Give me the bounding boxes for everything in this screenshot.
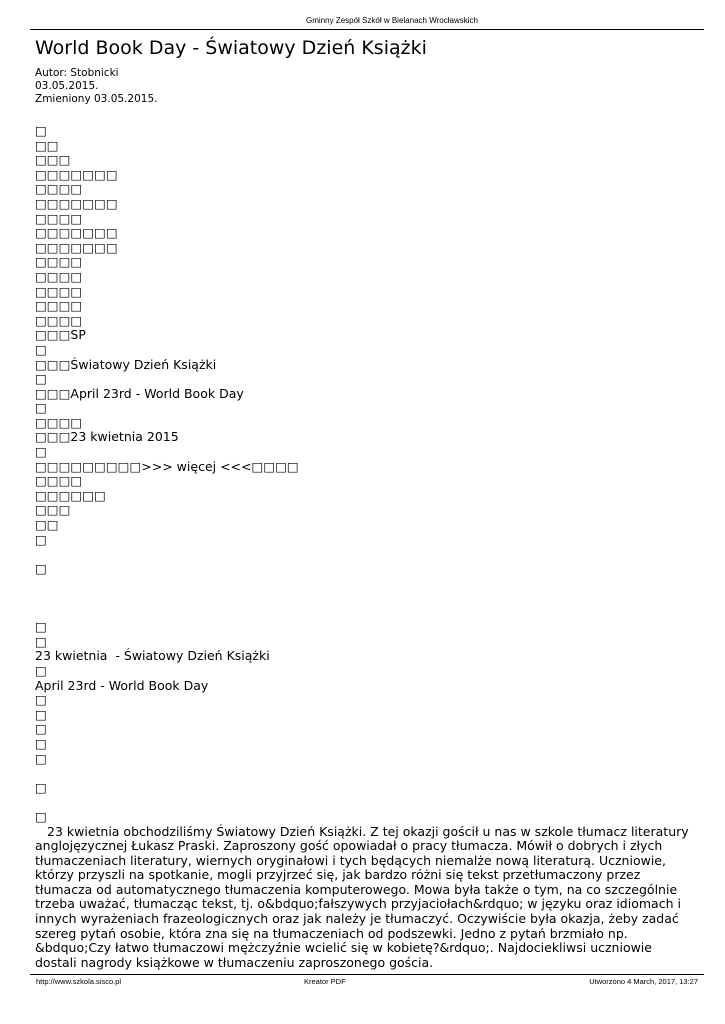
body-line: □ [35, 619, 47, 635]
body-line: □□□□ [35, 312, 83, 328]
date-line: 03.05.2015. [35, 80, 99, 92]
body-line: □ [35, 531, 47, 547]
article-meta [35, 67, 157, 106]
modified-line: Zmieniony 03.05.2015. [35, 93, 158, 105]
body-line: □□□□□□ [35, 487, 106, 503]
body-line: □□□□ [35, 210, 83, 226]
body-line: □□□□ [35, 254, 83, 270]
body-line: □□□□ [35, 473, 83, 489]
body-line: □ [35, 371, 47, 387]
article-body [35, 124, 695, 970]
body-line: □□□ [35, 152, 71, 168]
body-line: □□□□□□□ [35, 225, 118, 241]
body-line: □ [35, 735, 47, 751]
body-line: □ [35, 692, 47, 708]
body-line: □□□□ [35, 414, 83, 430]
body-line: □ [35, 560, 47, 576]
body-line: □□□□ [35, 298, 83, 314]
body-line: □□□23 kwietnia 2015 [35, 429, 179, 445]
header-rule [30, 29, 704, 30]
article-paragraph: 23 kwietnia obchodziliśmy Światowy Dzień Książki. Z tej okazji gościł u nas w szkole tłumacz literatury anglojęzycznej Łukasz Praski. Zaproszony gość opowiadał o pracy tłumacza. Mówił o dobrych i złych tłumaczeniach literatury, wiernych oryginałowi i tych będących niemalże nową literaturą. Uczniowie, którzy przyszli na spotkanie, mogli przyjrzeć się, jak bardzo różni się tekst przetłumaczony przez tłumacza od automatycznego tłumaczenia komputerowego. Mowa była także o tym, na co szczególnie trzeba uważać, tłumacząc tekst, tj. o&bdquo;fałszywych przyjaciołach&rdquo; w języku oraz idiomach i innych wyrażeniach frazeologicznych oraz jak należy je tłumaczyć. Oczywiście była okazja, żeby zadać szereg pytań osobie, która zna się na tłumaczeniach od podszewki. Jedno z pytań brzmiało np. &bdquo;Czy łatwo tłumaczowi mężczyźnie wcielić się w kobietę?&rdquo;. Najdociekliwsi uczniowie dostali nagrody książkowe w tłumaczeniu zaproszonego gościa. [35, 823, 689, 970]
body-line [35, 576, 695, 591]
body-line: □ [35, 444, 47, 460]
body-line: □□ [35, 137, 59, 153]
body-line: □ [35, 633, 47, 649]
body-line: □ [35, 123, 47, 138]
body-line: □□□□ [35, 181, 83, 197]
body-line: □ [35, 662, 47, 678]
body-line: April 23rd - World Book Day [35, 677, 209, 693]
body-line: □ [35, 750, 47, 766]
article-title: World Book Day - Światowy Dzień Książki [35, 37, 427, 59]
body-line [35, 591, 695, 606]
body-line: □ [35, 706, 47, 722]
body-line: □□□□□□□ [35, 195, 118, 211]
body-line: □ [35, 779, 47, 795]
body-line: □ [35, 341, 47, 357]
body-line: □□□ [35, 502, 71, 518]
body-line: □□□□□□□ [35, 239, 118, 255]
body-line: □ [35, 808, 47, 824]
body-line: □□ [35, 517, 59, 533]
page-header: Gminny Zespół Szkół w Bielanach Wrocławskich [306, 16, 478, 25]
body-line: □□□SP [35, 327, 86, 343]
body-line: □□□April 23rd - World Book Day [35, 385, 244, 401]
body-line [35, 766, 695, 781]
footer-created: Utworzono 4 March, 2017, 13:27 [589, 977, 698, 986]
body-lines [35, 124, 695, 825]
body-line: □□□Światowy Dzień Książki [35, 356, 217, 372]
body-line [35, 795, 695, 810]
body-line: 23 kwietnia - Światowy Dzień Książki [35, 648, 270, 664]
footer-rule [30, 974, 704, 975]
footer-generator: Kreator PDF [304, 977, 346, 986]
body-line: □ [35, 400, 47, 416]
body-line [35, 606, 695, 621]
body-line: □ [35, 721, 47, 737]
body-line: □□□□□□□□□>>> więcej <<<□□□□ [35, 458, 299, 474]
author-line: Autor: Stobnicki [35, 67, 119, 79]
body-line: □□□□ [35, 268, 83, 284]
body-line [35, 547, 695, 562]
body-line: □□□□□□□ [35, 166, 118, 182]
body-line: □□□□ [35, 283, 83, 299]
footer-url: http://www.szkola.sisco.pl [36, 977, 122, 986]
